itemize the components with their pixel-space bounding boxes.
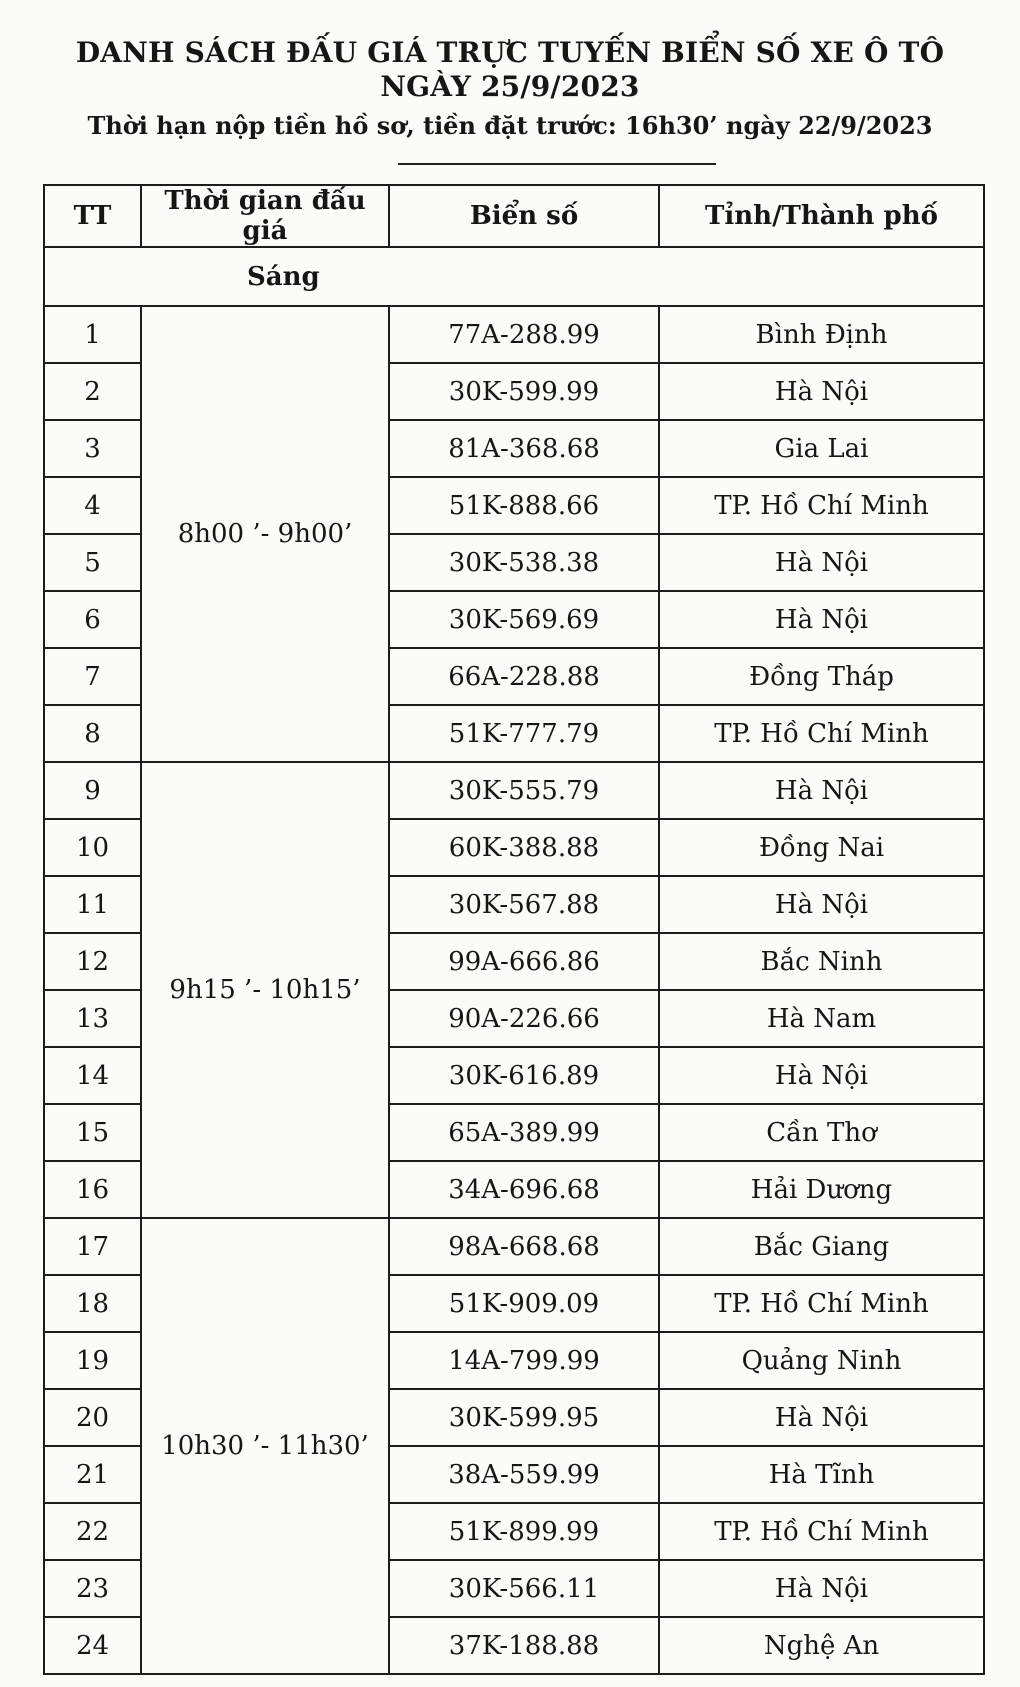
row-province: Hà Nội: [659, 1389, 984, 1446]
header-plate: Biển số: [389, 185, 659, 247]
document-title-line1: DANH SÁCH ĐẤU GIÁ TRỰC TUYẾN BIỂN SỐ XE Ô TÔ: [75, 36, 945, 69]
row-province: Hà Nội: [659, 363, 984, 420]
row-plate: 99A-666.86: [389, 933, 659, 990]
row-province: Quảng Ninh: [659, 1332, 984, 1389]
row-plate: 51K-888.66: [389, 477, 659, 534]
row-plate: 37K-188.88: [389, 1617, 659, 1674]
row-tt: 1: [44, 306, 141, 363]
row-tt: 9: [44, 762, 141, 819]
row-plate: 30K-567.88: [389, 876, 659, 933]
row-tt: 19: [44, 1332, 141, 1389]
row-province: TP. Hồ Chí Minh: [659, 1275, 984, 1332]
row-province: Cần Thơ: [659, 1104, 984, 1161]
row-tt: 24: [44, 1617, 141, 1674]
row-province: Đồng Nai: [659, 819, 984, 876]
row-tt: 14: [44, 1047, 141, 1104]
table-row: [44, 1218, 984, 1275]
row-province: Hà Tĩnh: [659, 1446, 984, 1503]
row-plate: 81A-368.68: [389, 420, 659, 477]
row-plate: 51K-909.09: [389, 1275, 659, 1332]
header-tt: TT: [44, 185, 141, 247]
row-province: Hà Nội: [659, 1047, 984, 1104]
row-tt: 12: [44, 933, 141, 990]
row-province: Hà Nội: [659, 762, 984, 819]
deposit-deadline: Thời hạn nộp tiền hồ sơ, tiền đặt trước: 16h30’ ngày 22/9/2023: [87, 111, 933, 140]
row-plate: 30K-566.11: [389, 1560, 659, 1617]
row-plate: 30K-555.79: [389, 762, 659, 819]
row-province: Bắc Giang: [659, 1218, 984, 1275]
row-province: Gia Lai: [659, 420, 984, 477]
row-tt: 13: [44, 990, 141, 1047]
row-plate: 30K-599.99: [389, 363, 659, 420]
row-plate: 51K-777.79: [389, 705, 659, 762]
row-plate: 51K-899.99: [389, 1503, 659, 1560]
row-tt: 16: [44, 1161, 141, 1218]
row-province: Nghệ An: [659, 1617, 984, 1674]
row-plate: 30K-616.89: [389, 1047, 659, 1104]
row-province: TP. Hồ Chí Minh: [659, 705, 984, 762]
auction-time-slot: 9h15 ’- 10h15’: [141, 762, 389, 1218]
row-tt: 10: [44, 819, 141, 876]
row-plate: 30K-599.95: [389, 1389, 659, 1446]
auction-table: [43, 184, 985, 1675]
row-tt: 15: [44, 1104, 141, 1161]
row-tt: 3: [44, 420, 141, 477]
header-province: Tỉnh/Thành phố: [659, 185, 984, 247]
row-plate: 66A-228.88: [389, 648, 659, 705]
table-body: [44, 247, 984, 1674]
row-province: Bình Định: [659, 306, 984, 363]
row-province: Hải Dương: [659, 1161, 984, 1218]
row-tt: 7: [44, 648, 141, 705]
row-tt: 23: [44, 1560, 141, 1617]
document-header: [0, 36, 1020, 142]
row-province: TP. Hồ Chí Minh: [659, 1503, 984, 1560]
row-province: TP. Hồ Chí Minh: [659, 477, 984, 534]
row-tt: 22: [44, 1503, 141, 1560]
session-label: Sáng: [44, 247, 984, 306]
row-province: Hà Nội: [659, 534, 984, 591]
title-underline: [398, 163, 716, 165]
row-plate: 30K-569.69: [389, 591, 659, 648]
row-province: Hà Nội: [659, 1560, 984, 1617]
row-province: Đồng Tháp: [659, 648, 984, 705]
row-tt: 6: [44, 591, 141, 648]
row-tt: 18: [44, 1275, 141, 1332]
row-province: Hà Nội: [659, 591, 984, 648]
document-title-line2: NGÀY 25/9/2023: [380, 70, 640, 103]
row-tt: 20: [44, 1389, 141, 1446]
row-plate: 90A-226.66: [389, 990, 659, 1047]
row-plate: 34A-696.68: [389, 1161, 659, 1218]
row-plate: 14A-799.99: [389, 1332, 659, 1389]
table-row: [44, 762, 984, 819]
row-tt: 2: [44, 363, 141, 420]
row-plate: 30K-538.38: [389, 534, 659, 591]
row-province: Hà Nam: [659, 990, 984, 1047]
session-row: [44, 247, 984, 306]
row-plate: 65A-389.99: [389, 1104, 659, 1161]
row-plate: 38A-559.99: [389, 1446, 659, 1503]
auction-time-slot: 8h00 ’- 9h00’: [141, 306, 389, 762]
table-row: [44, 306, 984, 363]
row-plate: 98A-668.68: [389, 1218, 659, 1275]
row-plate: 60K-388.88: [389, 819, 659, 876]
row-tt: 5: [44, 534, 141, 591]
table-header-row: [44, 185, 984, 247]
row-tt: 21: [44, 1446, 141, 1503]
row-plate: 77A-288.99: [389, 306, 659, 363]
row-province: Hà Nội: [659, 876, 984, 933]
row-tt: 17: [44, 1218, 141, 1275]
row-tt: 4: [44, 477, 141, 534]
header-auction-time: Thời gian đấu giá: [141, 185, 389, 247]
auction-time-slot: 10h30 ’- 11h30’: [141, 1218, 389, 1674]
row-province: Bắc Ninh: [659, 933, 984, 990]
row-tt: 11: [44, 876, 141, 933]
row-tt: 8: [44, 705, 141, 762]
